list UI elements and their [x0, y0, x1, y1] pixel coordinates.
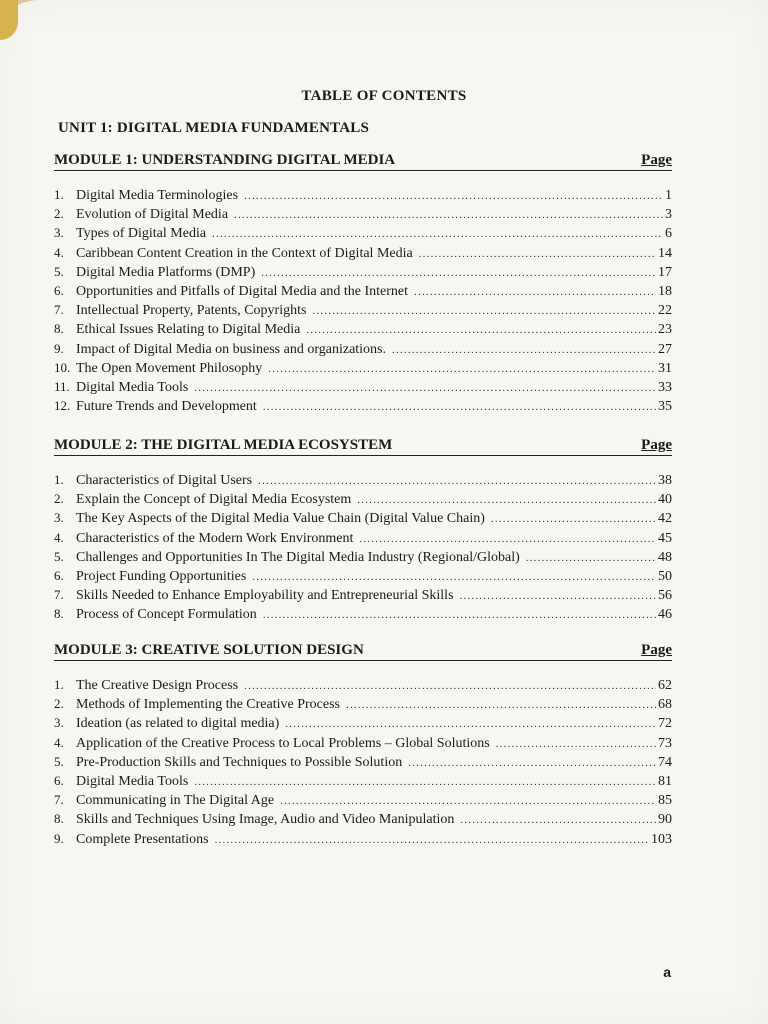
dot-leader [419, 245, 656, 264]
entry-page: 103 [651, 831, 672, 847]
entry-page: 56 [658, 588, 672, 604]
toc-entry[interactable] [54, 733, 672, 752]
module-3-section [54, 642, 672, 848]
entry-number: 8. [54, 321, 64, 337]
module-title: MODULE 2: THE DIGITAL MEDIA ECOSYSTEM [54, 437, 393, 453]
toc-entry[interactable] [54, 508, 672, 527]
entry-number: 3. [54, 510, 64, 526]
toc-entry[interactable] [54, 377, 672, 396]
entry-page: 42 [658, 511, 672, 527]
entry-number: 1. [54, 187, 64, 202]
toc-entry[interactable] [54, 470, 672, 489]
entry-page: 85 [658, 793, 672, 809]
dot-leader [496, 735, 656, 754]
entry-label: Explain the Concept of Digital Media Ecosystem [76, 492, 352, 508]
toc-entry[interactable] [54, 790, 672, 809]
entry-number: 3. [54, 225, 64, 241]
entry-page: 33 [658, 379, 672, 395]
dot-leader [280, 792, 656, 811]
entry-page: 90 [658, 812, 672, 828]
toc-entry[interactable] [54, 396, 672, 415]
entry-page: 23 [658, 322, 672, 338]
toc-entry[interactable] [54, 771, 672, 790]
entry-label: Skills Needed to Enhance Employability and Entrepreneurial Skills [76, 588, 454, 604]
module-1-header [54, 152, 672, 171]
entry-page: 81 [658, 773, 672, 789]
toc-entry[interactable] [54, 185, 672, 204]
entry-number: 4. [54, 529, 64, 545]
dot-leader [359, 530, 656, 549]
dot-leader [268, 360, 656, 379]
entry-label: Methods of Implementing the Creative Process [76, 697, 340, 713]
entry-label: Digital Media Platforms (DMP) [76, 264, 256, 280]
toc-entry[interactable] [54, 809, 672, 828]
entry-page: 46 [658, 607, 672, 623]
page-column-label: Page [641, 437, 672, 453]
entry-number: 5. [54, 548, 64, 564]
dot-leader [392, 341, 656, 360]
toc-entry[interactable] [54, 585, 672, 604]
entry-number: 8. [54, 606, 64, 622]
entry-page: 50 [658, 568, 672, 584]
page-column-label: Page [641, 642, 672, 658]
entry-label: Challenges and Opportunities In The Digital Media Industry (Regional/Global) [76, 549, 520, 565]
dot-leader [244, 187, 663, 206]
toc-entry[interactable] [54, 547, 672, 566]
dot-leader [244, 677, 656, 696]
entry-page: 74 [658, 754, 672, 770]
dot-leader [194, 773, 656, 792]
entry-page: 48 [658, 549, 672, 565]
dot-leader [263, 398, 656, 417]
entry-page: 68 [658, 697, 672, 713]
entry-label: Process of Concept Formulation [76, 607, 257, 623]
toc-entry[interactable] [54, 262, 672, 281]
toc-entry[interactable] [54, 300, 672, 319]
entry-label: Future Trends and Development [76, 399, 257, 415]
entry-page: 27 [658, 341, 672, 357]
entry-number: 7. [54, 302, 64, 318]
toc-entry[interactable] [54, 339, 672, 358]
entry-number: 10. [54, 359, 71, 375]
page-footer-letter: a [663, 964, 671, 980]
entry-label: Pre-Production Skills and Techniques to Possible Solution [76, 754, 403, 770]
module-title: MODULE 3: CREATIVE SOLUTION DESIGN [54, 642, 364, 658]
toc-entry[interactable] [54, 204, 672, 223]
dot-leader [215, 831, 649, 850]
module-1-entries [54, 185, 672, 415]
dot-leader [261, 264, 656, 283]
entry-number: 2. [54, 491, 64, 507]
entry-page: 1 [665, 188, 672, 203]
entry-label: Digital Media Tools [76, 379, 189, 395]
entry-label: Digital Media Terminologies [76, 188, 239, 203]
dot-leader [306, 321, 656, 340]
entry-label: Skills and Techniques Using Image, Audio and Video Manipulation [76, 812, 455, 828]
entry-page: 14 [658, 245, 672, 261]
entry-number: 3. [54, 715, 64, 731]
entry-label: Caribbean Content Creation in the Context of Digital Media [76, 245, 413, 261]
entry-number: 11. [54, 378, 70, 394]
entry-number: 1. [54, 677, 64, 692]
entry-page: 18 [658, 283, 672, 299]
entry-label: Communicating in The Digital Age [76, 793, 275, 809]
page-column-label: Page [641, 152, 672, 168]
entry-label: The Key Aspects of the Digital Media Value Chain (Digital Value Chain) [76, 511, 485, 527]
entry-page: 73 [658, 735, 672, 751]
entry-page: 6 [665, 226, 672, 242]
dot-leader [357, 491, 656, 510]
dot-leader [285, 715, 656, 734]
module-3-entries [54, 675, 672, 848]
entry-number: 4. [54, 734, 64, 750]
entry-number: 7. [54, 792, 64, 808]
toc-entry[interactable] [54, 829, 672, 848]
module-1-section [54, 152, 672, 415]
entry-label: The Open Movement Philosophy [76, 360, 263, 376]
entry-label: Project Funding Opportunities [76, 568, 247, 584]
toc-entry[interactable] [54, 358, 672, 377]
entry-number: 6. [54, 772, 64, 788]
dot-leader [346, 696, 656, 715]
dot-leader [491, 510, 656, 529]
entry-page: 22 [658, 303, 672, 319]
entry-number: 5. [54, 753, 64, 769]
toc-entry[interactable] [54, 713, 672, 732]
module-2-entries [54, 470, 672, 624]
entry-label: Types of Digital Media [76, 226, 207, 242]
entry-page: 72 [658, 716, 672, 732]
entry-number: 7. [54, 587, 64, 603]
toc-entry[interactable] [54, 694, 672, 713]
page-corner [0, 0, 18, 40]
entry-page: 17 [658, 264, 672, 280]
dot-leader [414, 283, 656, 302]
dot-leader [526, 549, 656, 568]
dot-leader [263, 606, 656, 625]
entry-number: 6. [54, 282, 64, 298]
entry-label: Digital Media Tools [76, 773, 189, 789]
entry-label: Ideation (as related to digital media) [76, 716, 280, 732]
dot-leader [460, 811, 656, 830]
entry-number: 9. [54, 830, 64, 846]
dot-leader [312, 302, 656, 321]
entry-label: Characteristics of the Modern Work Environment [76, 530, 354, 546]
entry-number: 8. [54, 811, 64, 827]
dot-leader [252, 568, 656, 587]
entry-page: 31 [658, 360, 672, 376]
entry-page: 40 [658, 492, 672, 508]
dot-leader [194, 379, 656, 398]
toc-entry[interactable] [54, 675, 672, 694]
entry-number: 2. [54, 206, 64, 222]
toc-title: TABLE OF CONTENTS [301, 88, 467, 104]
entry-number: 4. [54, 244, 64, 260]
entry-number: 2. [54, 696, 64, 712]
module-2-header [54, 437, 672, 456]
entry-page: 45 [658, 530, 672, 546]
entry-number: 1. [54, 472, 64, 487]
toc-entry[interactable] [54, 319, 672, 338]
entry-number: 6. [54, 567, 64, 583]
entry-number: 12. [54, 398, 71, 414]
dot-leader [258, 472, 656, 491]
dot-leader [212, 225, 663, 244]
module-title: MODULE 1: UNDERSTANDING DIGITAL MEDIA [54, 152, 396, 168]
toc-entry[interactable] [54, 489, 672, 508]
toc-entry[interactable] [54, 223, 672, 242]
entry-page: 35 [658, 399, 672, 415]
toc-entry[interactable] [54, 281, 672, 300]
entry-page: 38 [658, 473, 672, 488]
dot-leader [408, 754, 656, 773]
toc-entry[interactable] [54, 243, 672, 262]
entry-label: Ethical Issues Relating to Digital Media [76, 322, 301, 338]
entry-label: Evolution of Digital Media [76, 207, 229, 223]
unit-title: UNIT 1: DIGITAL MEDIA FUNDAMENTALS [58, 120, 370, 136]
module-3-header [54, 642, 672, 661]
entry-label: Complete Presentations [76, 831, 209, 847]
entry-label: Impact of Digital Media on business and organizations. [76, 341, 387, 357]
entry-page: 3 [665, 207, 672, 223]
toc-entry[interactable] [54, 604, 672, 623]
entry-label: Application of the Creative Process to Local Problems – Global Solutions [76, 735, 490, 751]
module-2-section [54, 437, 672, 624]
entry-page: 62 [658, 678, 672, 693]
toc-entry[interactable] [54, 566, 672, 585]
entry-label: Characteristics of Digital Users [76, 473, 253, 488]
dot-leader [460, 587, 656, 606]
entry-number: 5. [54, 263, 64, 279]
entry-number: 9. [54, 340, 64, 356]
entry-label: The Creative Design Process [76, 678, 239, 693]
toc-entry[interactable] [54, 528, 672, 547]
entry-label: Intellectual Property, Patents, Copyrights [76, 303, 307, 319]
toc-entry[interactable] [54, 752, 672, 771]
entry-label: Opportunities and Pitfalls of Digital Media and the Internet [76, 283, 409, 299]
dot-leader [234, 206, 663, 225]
